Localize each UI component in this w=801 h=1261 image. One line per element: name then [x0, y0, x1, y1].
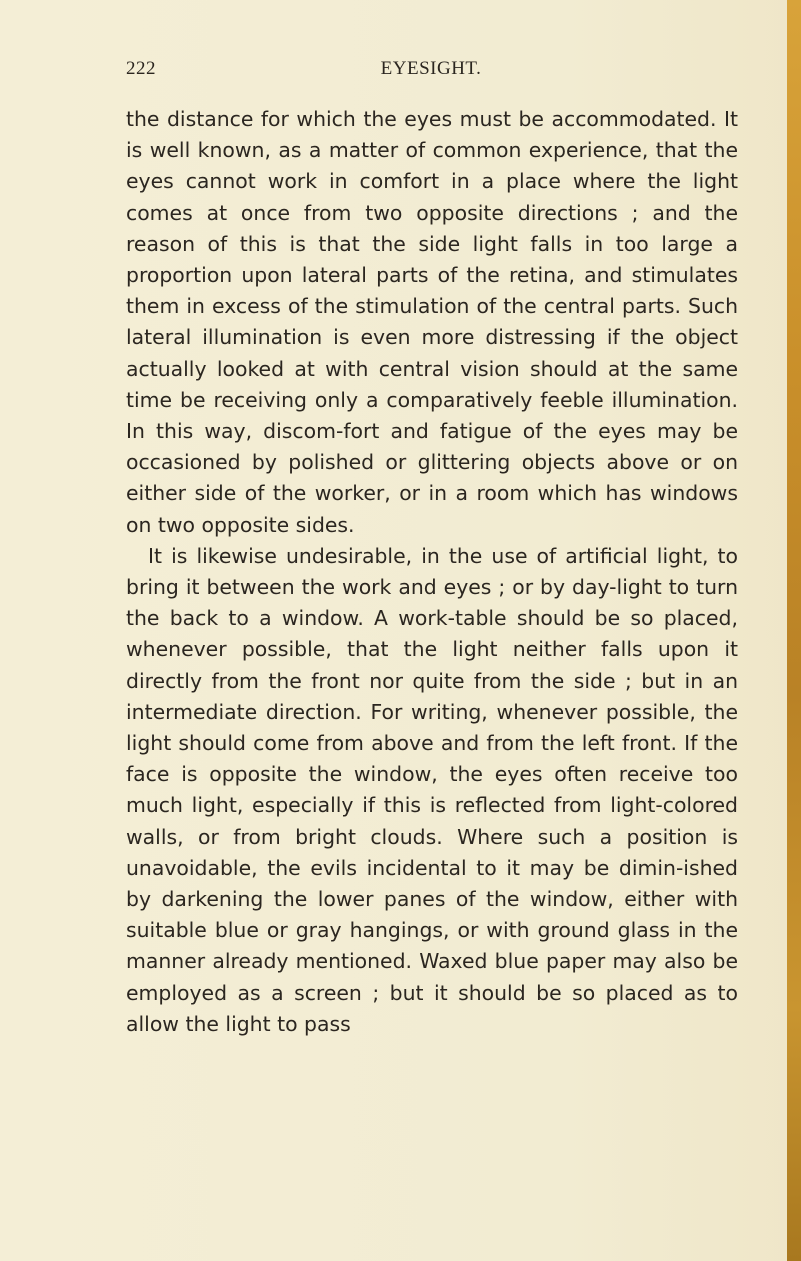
page-edge [787, 0, 801, 1261]
body-text [126, 104, 738, 1040]
paragraph: It is likewise undesirable, in the use of artificial light, to bring it between the work and eyes ; or by day-light to turn the back to a window. A work-table should be so placed, whenever possible, that the light neither falls upon it directly from the front nor quite from the side ; but in an intermediate direction. For writing, whenever possible, the light should come from above and from the left front. If the face is opposite the window, the eyes often receive too much light, especially if this is reflected from light-colored walls, or from bright clouds. Where such a position is unavoidable, the evils incidental to it may be dimin-ished by darkening the lower panes of the window, either with suitable blue or gray hangings, or with ground glass in the manner already mentioned. Waxed blue paper may also be employed as a screen ; but it should be so placed as to allow the light to pass [126, 543, 738, 1036]
running-title: EYESIGHT. [380, 58, 482, 79]
page-header [126, 58, 736, 84]
page-number: 222 [126, 58, 156, 79]
paragraph: the distance for which the eyes must be accommodated. It is well known, as a matter of common experience, that the eyes cannot work in comfort in a place where the light comes at once from two opposite directions ; and the reason of this is that the side light falls in too large a proportion upon lateral parts of the retina, and stimulates them in excess of the stimulation of the central parts. Such lateral illumination is even more distressing if the object actually looked at with central vision should at the same time be receiving only a comparatively feeble illumination. In this way, discom-fort and fatigue of the eyes may be occasioned by polished or glittering objects above or on either side of the worker, or in a room which has windows on two opposite sides. [126, 107, 738, 537]
